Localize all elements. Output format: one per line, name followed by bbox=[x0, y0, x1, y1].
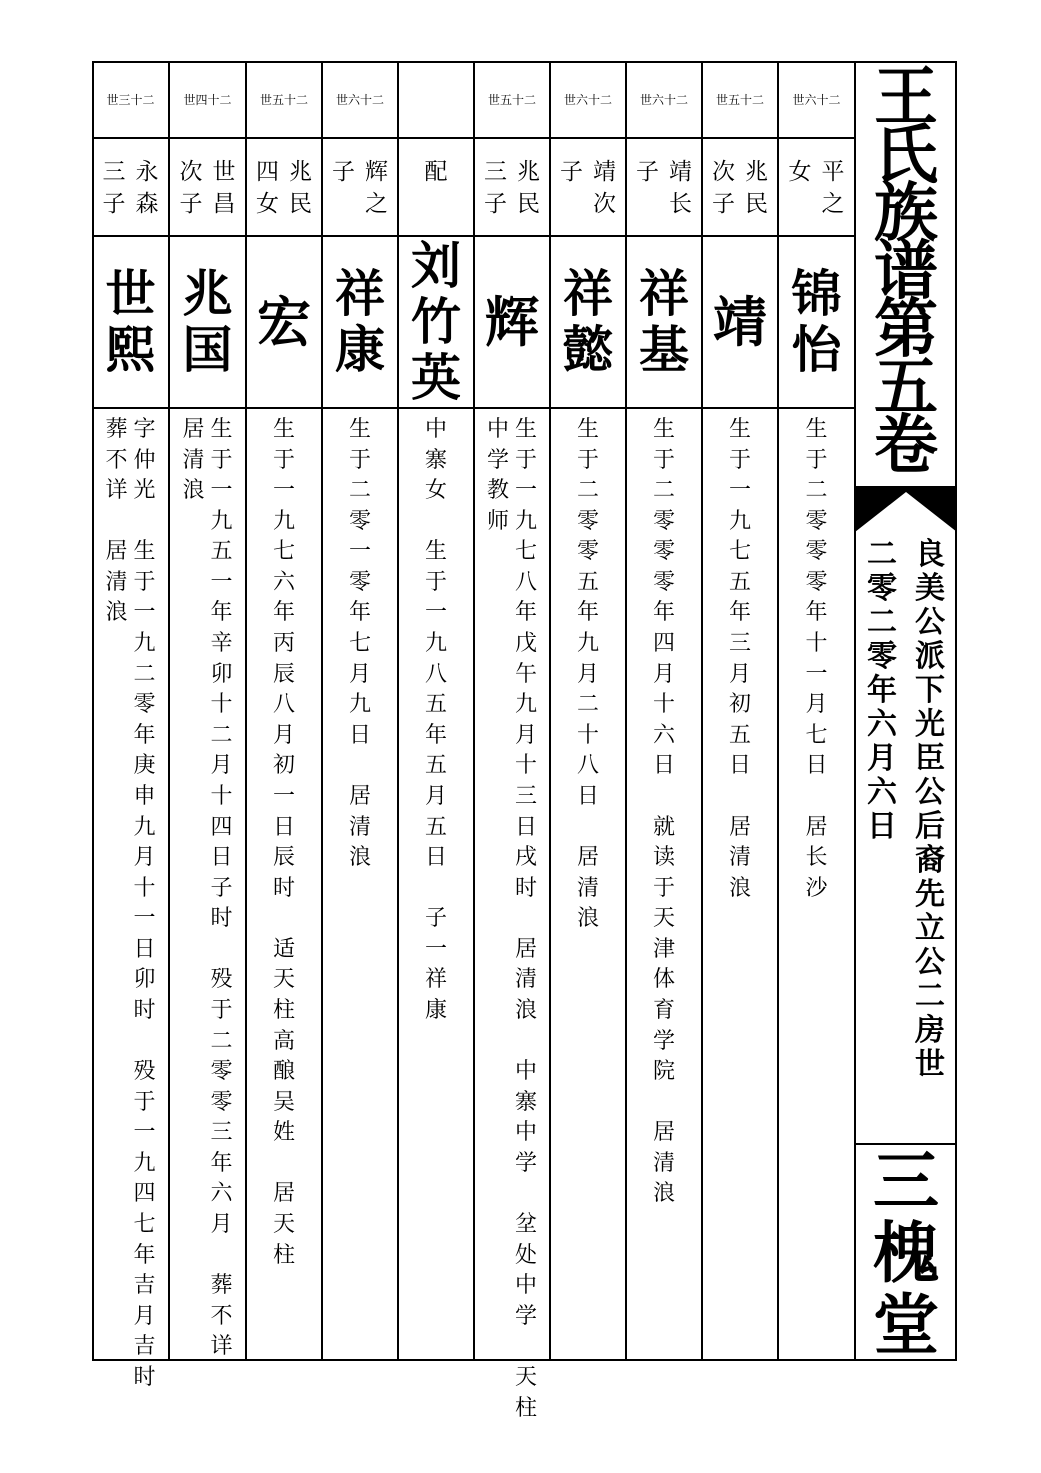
biography-text: 生 于 二 零 零 零 年 四 月 十 六 日 就 读 于 天 津 体 育 学 院 居 清 浪 bbox=[652, 417, 675, 1207]
person-name: 世 熙 bbox=[92, 237, 169, 409]
wedge-ornament bbox=[855, 488, 957, 532]
relation-text: 兆 民 bbox=[289, 159, 312, 217]
generation-label bbox=[398, 61, 474, 139]
biography-cell bbox=[169, 409, 246, 1361]
person-name: 祥 基 bbox=[626, 237, 702, 409]
relation-cell bbox=[626, 139, 702, 237]
relation-text: 子 bbox=[636, 159, 659, 185]
relation-text: 平 之 bbox=[821, 159, 845, 217]
generation-label: 世六十二 bbox=[322, 61, 398, 139]
person-column bbox=[92, 61, 169, 1390]
relation-cell bbox=[246, 139, 322, 237]
generation-label: 世六十二 bbox=[778, 61, 855, 139]
biography-text: 中 学 教 师 bbox=[486, 417, 509, 534]
biography-cell bbox=[92, 409, 169, 1390]
subtitle-block bbox=[855, 486, 957, 1145]
relation-text: 三 子 bbox=[484, 159, 507, 217]
relation-text: 三 子 bbox=[102, 159, 126, 217]
biography-text: 葬 不 详 居 清 浪 bbox=[105, 417, 128, 626]
lineage-text: 良 美 公 派 下 光 臣 公 后 裔 先 立 公 二 房 世 bbox=[915, 537, 945, 1082]
biography-cell bbox=[626, 409, 702, 1361]
biography-cell bbox=[246, 409, 322, 1361]
generation-label: 世五十二 bbox=[474, 61, 550, 139]
person-column bbox=[550, 61, 626, 1361]
person-name: 兆 国 bbox=[169, 237, 246, 409]
person-column bbox=[246, 61, 322, 1361]
relation-cell bbox=[169, 139, 246, 237]
subtitle-lines bbox=[855, 537, 957, 1084]
biography-text: 中 寨 女 生 于 一 九 八 五 年 五 月 五 日 子 一 祥 康 bbox=[424, 417, 447, 1023]
relation-cell bbox=[322, 139, 398, 237]
hall-name: 三 槐 堂 bbox=[873, 1142, 939, 1364]
person-column bbox=[626, 61, 702, 1361]
person-name: 祥 懿 bbox=[550, 237, 626, 409]
title-panel bbox=[855, 60, 957, 1364]
relation-cell bbox=[92, 139, 169, 237]
relation-text: 辉 之 bbox=[365, 159, 388, 217]
person-name: 刘 竹 英 bbox=[398, 237, 474, 409]
biography-cell bbox=[474, 409, 550, 1421]
generation-label: 世四十二 bbox=[169, 61, 246, 139]
biography-cell bbox=[702, 409, 778, 1361]
relation-text: 世 昌 bbox=[212, 159, 236, 217]
relation-cell bbox=[702, 139, 778, 237]
biography-text: 生 于 一 九 五 一 年 辛 卯 十 二 月 十 四 日 子 时 殁 于 二 零 零 三 年 六 月 葬 不 详 bbox=[210, 417, 233, 1360]
relation-text: 次 子 bbox=[179, 159, 203, 217]
generation-label: 世五十二 bbox=[702, 61, 778, 139]
generation-label: 世五十二 bbox=[246, 61, 322, 139]
biography-text: 生 于 二 零 零 五 年 九 月 二 十 八 日 居 清 浪 bbox=[576, 417, 599, 932]
biography-cell bbox=[550, 409, 626, 1361]
relation-text: 兆 民 bbox=[745, 159, 768, 217]
person-column bbox=[778, 61, 855, 1361]
relation-text: 子 bbox=[560, 159, 583, 185]
relation-text: 子 bbox=[332, 159, 355, 185]
person-name: 锦 怡 bbox=[778, 237, 855, 409]
book-title: 王 氏 族 谱 第 五 卷 bbox=[874, 60, 938, 483]
generation-label: 世六十二 bbox=[626, 61, 702, 139]
biography-cell bbox=[398, 409, 474, 1361]
biography-text: 生 于 二 零 零 零 年 十 一 月 七 日 居 长 沙 bbox=[805, 417, 828, 901]
relation-text: 永 森 bbox=[135, 159, 159, 217]
relation-cell bbox=[778, 139, 855, 237]
person-name: 辉 bbox=[474, 237, 550, 409]
person-column bbox=[474, 61, 550, 1421]
generation-label: 世六十二 bbox=[550, 61, 626, 139]
biography-cell bbox=[322, 409, 398, 1361]
person-column bbox=[322, 61, 398, 1361]
relation-text: 配 bbox=[424, 159, 448, 185]
person-column bbox=[169, 61, 246, 1361]
relation-text: 女 bbox=[788, 159, 812, 185]
relation-text: 四 女 bbox=[256, 159, 279, 217]
generation-label: 世三十二 bbox=[92, 61, 169, 139]
person-name: 祥 康 bbox=[322, 237, 398, 409]
biography-cell bbox=[778, 409, 855, 1361]
person-name: 宏 bbox=[246, 237, 322, 409]
relation-cell bbox=[474, 139, 550, 237]
relation-cell bbox=[398, 139, 474, 237]
biography-text: 居 清 浪 bbox=[182, 417, 205, 504]
biography-text: 生 于 一 九 七 五 年 三 月 初 五 日 居 清 浪 bbox=[728, 417, 751, 901]
relation-text: 兆 民 bbox=[517, 159, 540, 217]
person-column bbox=[398, 61, 474, 1361]
biography-text: 生 于 二 零 一 零 年 七 月 九 日 居 清 浪 bbox=[348, 417, 371, 871]
relation-cell bbox=[550, 139, 626, 237]
date-text: 二 零 二 零 年 六 月 六 日 bbox=[867, 537, 897, 844]
person-column bbox=[702, 61, 778, 1361]
relation-text: 靖 次 bbox=[593, 159, 616, 217]
person-name: 靖 bbox=[702, 237, 778, 409]
biography-text: 生 于 一 九 七 八 年 戊 午 九 月 十 三 日 戌 时 居 清 浪 中 寨 中 学 坌 处 中 学 天 柱 bbox=[515, 417, 538, 1421]
biography-text: 字 仲 光 生 于 一 九 二 零 年 庚 申 九 月 十 一 日 卯 时 殁 于 一 九 四 七 年 吉 月 吉 时 bbox=[133, 417, 156, 1390]
biography-text: 生 于 一 九 七 六 年 丙 辰 八 月 初 一 日 辰 时 适 天 柱 高 酿 吴 姓 居 天 柱 bbox=[272, 417, 295, 1268]
relation-text: 靖 长 bbox=[669, 159, 692, 217]
relation-text: 次 子 bbox=[712, 159, 735, 217]
